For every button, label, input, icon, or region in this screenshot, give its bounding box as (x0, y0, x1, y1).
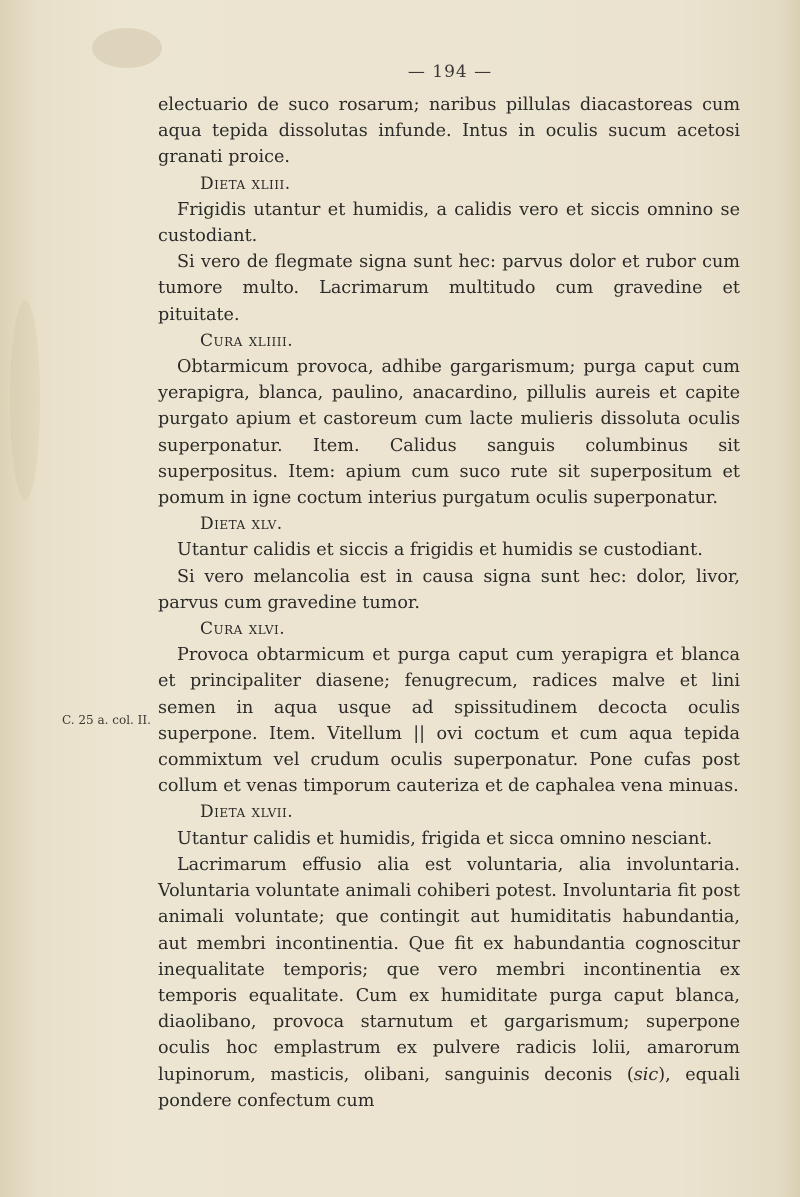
paragraph (158, 852, 740, 1114)
paragraph: Si vero melancolia est in causa signa sunt hec: dolor, livor, parvus cum gravedine tumor. (158, 566, 740, 613)
paper-stain (10, 300, 40, 500)
page-number: — 194 — (407, 62, 493, 82)
section-heading: Dieta xliii. (200, 173, 291, 194)
paragraph: Provoca obtarmicum et purga caput cum yerapigra et blanca et principaliter diasene; fenugrecum, radices malve et lini semen in aqua usque ad spissitudinem decocta oculis superpone. Item. Vitellum || ovi coctum et cum aqua tepida commixtum vel crudum oculis superponatur. Pone cufas post collum et venas timporum cauteriza et de caphalea vena minuas. (158, 645, 740, 797)
paragraph: Utantur calidis et siccis a frigidis et humidis se custodiant. (177, 540, 703, 561)
section-heading: Dieta xlv. (200, 514, 283, 535)
paragraph-text: ), equali pondere confectum cum (158, 1064, 740, 1111)
section-heading: Dieta xlvii. (200, 802, 294, 823)
paragraph: Si vero de flegmate signa sunt hec: parvus dolor et rubor cum tumore multo. Lacrimarum multitudo cum gravedine et pituitate. (158, 252, 740, 325)
paragraph-text: Lacrimarum effusio alia est voluntaria, alia involuntaria. Voluntaria voluntate animali cohiberi potest. Involuntaria fit post animali voluntate; que contingit aut humiditatis habundantia, aut membri incontinentia. Que fit ex habundantia cognoscitur inequalitate temporis; que vero membri incontinentia ex temporis equalitate. Cum ex humiditate purga caput blanca, diaolibano, provoca starnutum et gargarismum; superpone oculis hoc emplastrum ex pulvere radicis lolii, amarorum lupinorum, masticis, olibani, sanguinis deconis ( (158, 854, 740, 1085)
section-heading: Cura xlvi. (200, 619, 286, 640)
body-text (158, 92, 740, 1114)
section-heading: Cura xliiii. (200, 330, 294, 351)
margin-note: C. 25 a. col. II. (62, 713, 151, 727)
sic-note: sic (633, 1064, 659, 1085)
paragraph: Frigidis utantur et humidis, a calidis vero et siccis omnino se custodiant. (158, 199, 740, 247)
paragraph: Utantur calidis et humidis, frigida et sicca omnino nesciant. (177, 828, 713, 849)
paragraph: electuario de suco rosarum; naribus pillulas diacastoreas cum aqua tepida dissolutas infunde. Intus in oculis sucum acetosi granati proice. (158, 95, 740, 168)
paragraph: Obtarmicum provoca, adhibe gargarismum; purga caput cum yerapigra, blanca, paulino, anacardino, pillulis aureis et capite purgato apium et castoreum cum lacte mulieris dissoluta oculis superponatur. Item. Calidus sanguis columbinus sit superpositus. Item: apium cum suco rute sit superpositum et pomum in igne coctum interius purgatum oculis superponatur. (158, 357, 740, 509)
